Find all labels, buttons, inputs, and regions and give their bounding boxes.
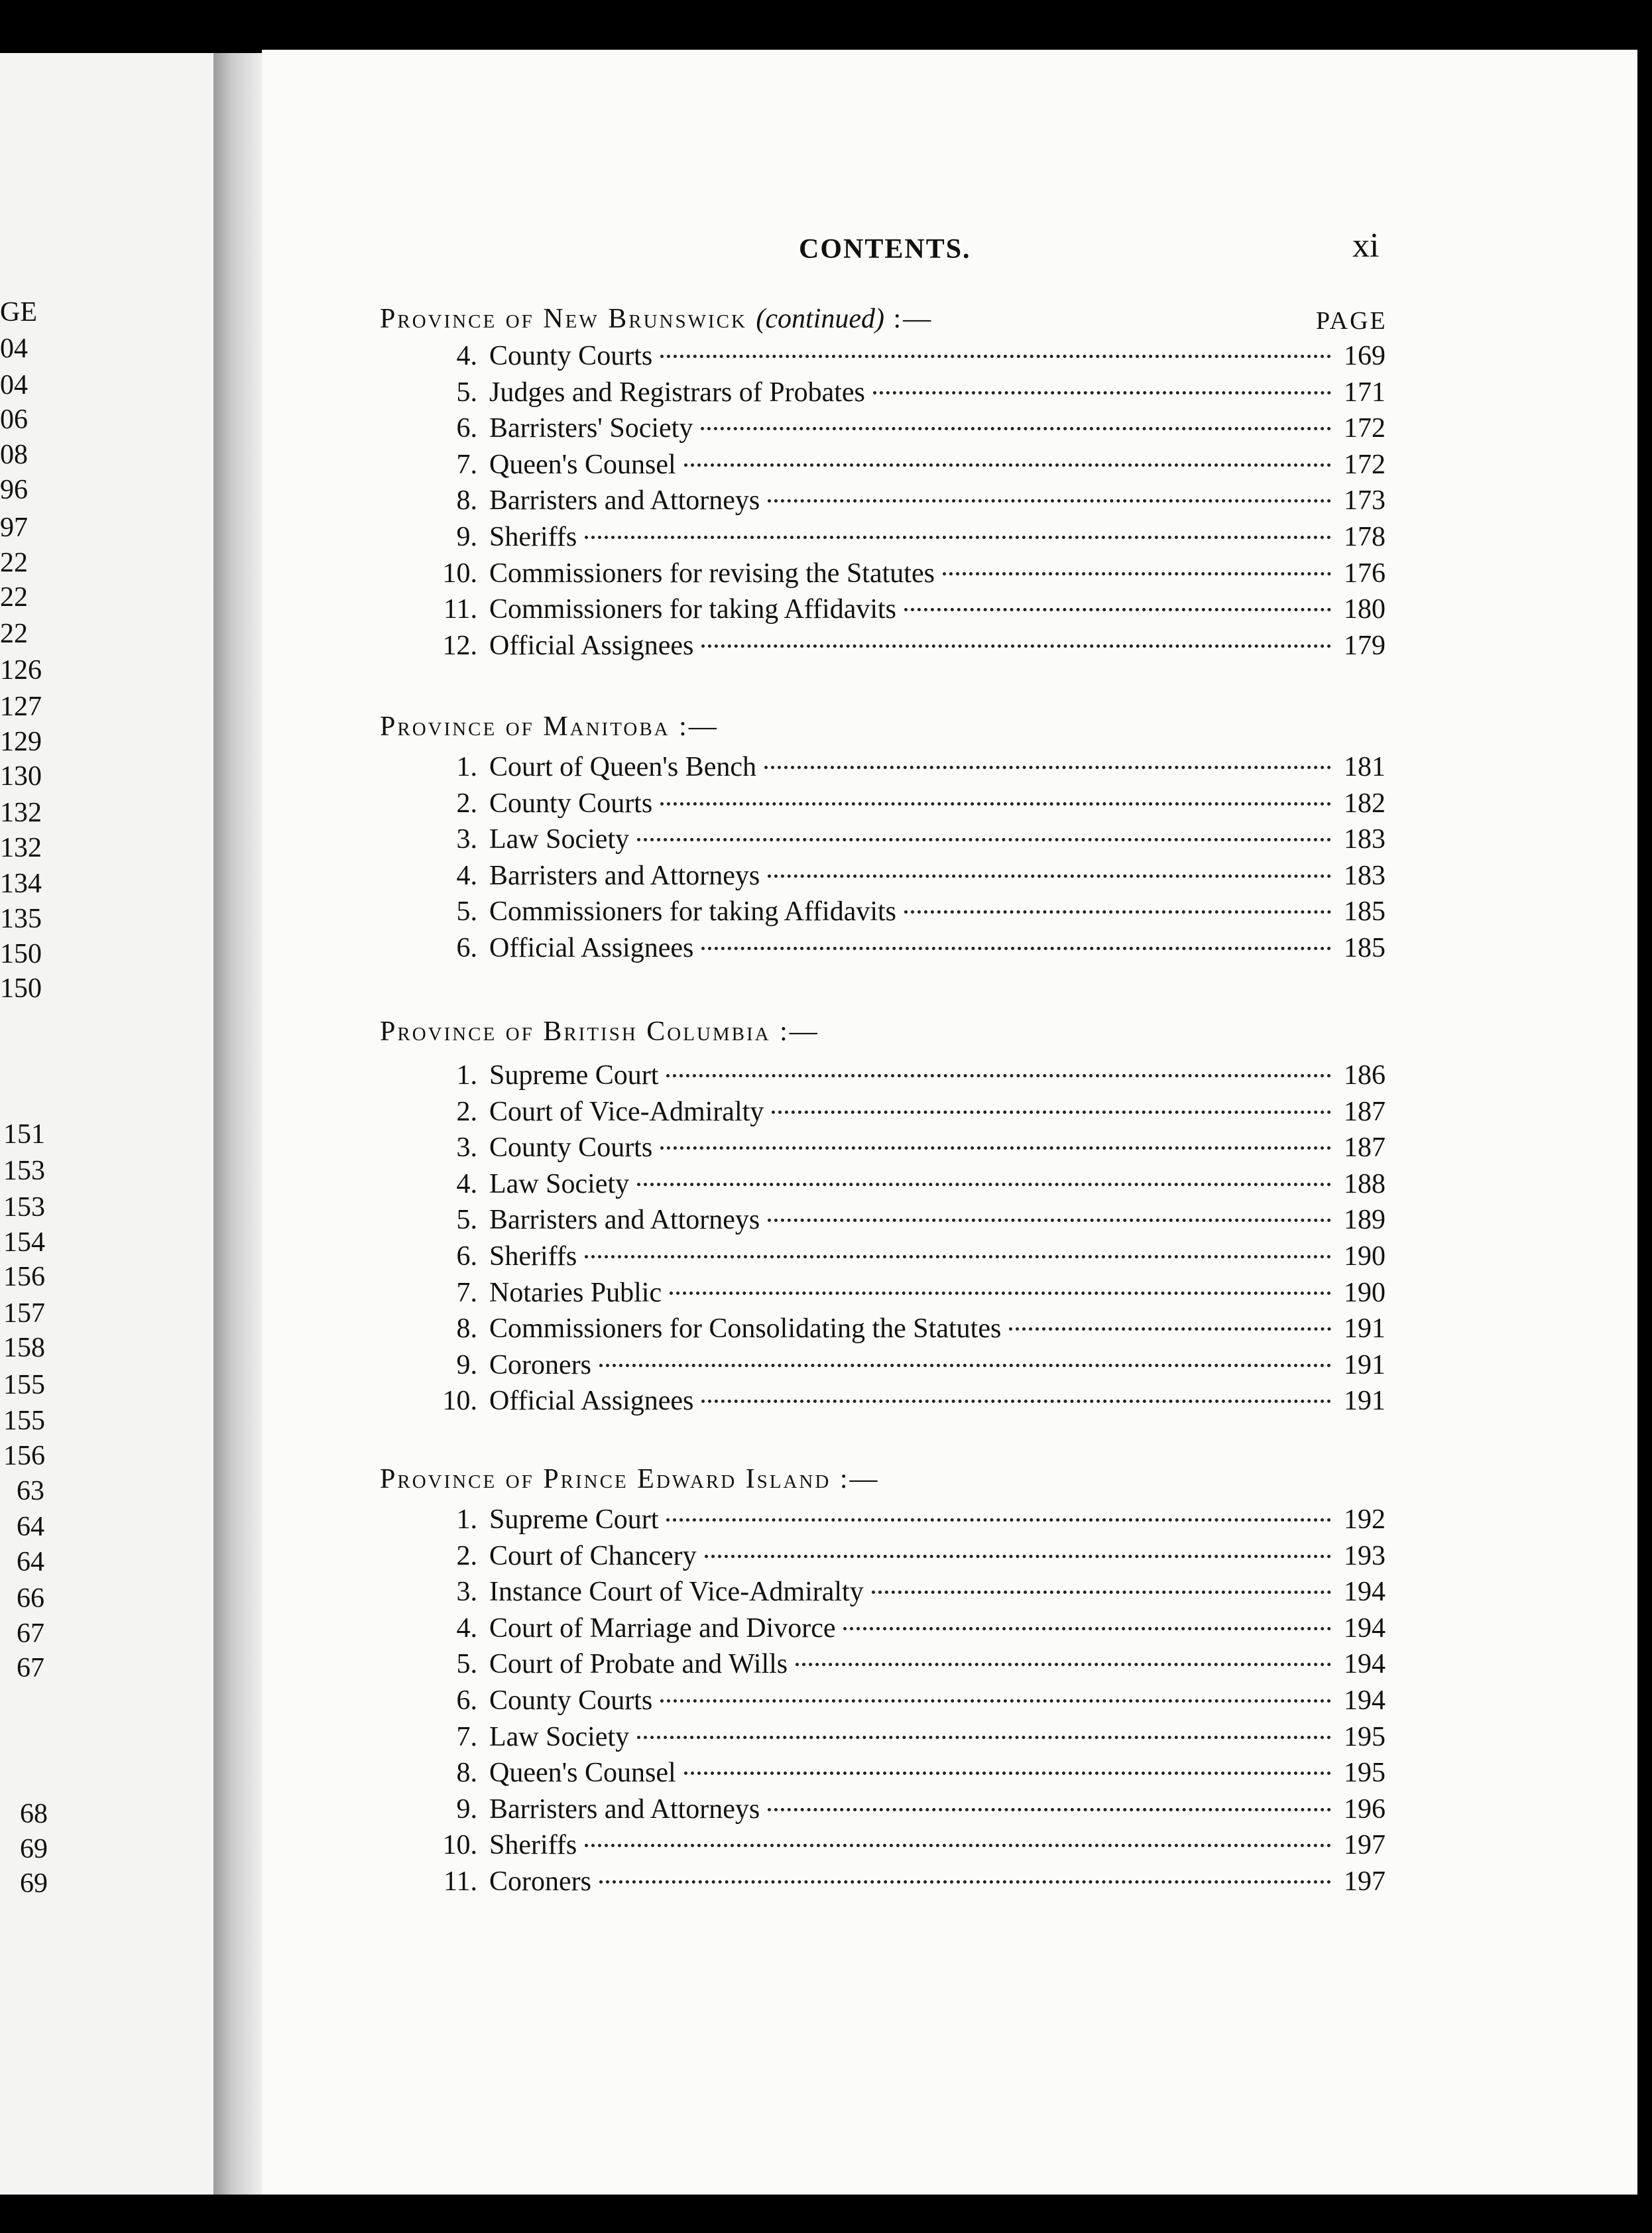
toc-entry[interactable] bbox=[424, 1311, 1386, 1347]
entry-title: Commissioners for taking Affidavits bbox=[489, 594, 897, 625]
previous-page-number: 69 bbox=[20, 1868, 48, 1899]
dot-leader bbox=[701, 427, 1331, 430]
entry-title: Sheriffs bbox=[489, 1830, 577, 1860]
previous-page-number: 156 bbox=[3, 1441, 45, 1471]
entry-title: Commissioners for Consolidating the Statutes bbox=[489, 1313, 1002, 1344]
entry-page-number: 194 bbox=[1344, 1577, 1386, 1607]
entry-number: 6. bbox=[456, 1241, 477, 1272]
dot-leader bbox=[637, 1736, 1331, 1739]
dot-leader bbox=[599, 1880, 1331, 1884]
entry-page-number: 194 bbox=[1344, 1613, 1386, 1644]
entry-title: Official Assignees bbox=[489, 933, 694, 963]
previous-page-number: 22 bbox=[0, 619, 28, 649]
dot-leader bbox=[1009, 1327, 1331, 1331]
entry-number: 11. bbox=[443, 594, 477, 625]
toc-entry[interactable] bbox=[424, 1827, 1386, 1863]
entry-page-number: 193 bbox=[1344, 1541, 1386, 1571]
entry-page-number: 185 bbox=[1344, 896, 1386, 927]
toc-entry[interactable] bbox=[424, 1791, 1386, 1827]
dot-leader bbox=[772, 1111, 1331, 1114]
previous-page-number: 156 bbox=[3, 1262, 45, 1292]
entry-page-number: 183 bbox=[1344, 861, 1386, 891]
entry-title: Queen's Counsel bbox=[489, 1758, 676, 1788]
entry-number: 3. bbox=[456, 1132, 477, 1163]
dot-leader bbox=[670, 1292, 1331, 1295]
entry-title: County Courts bbox=[489, 788, 653, 819]
dot-leader bbox=[705, 1555, 1331, 1558]
previous-page-number: 126 bbox=[0, 655, 42, 686]
entry-title: Notaries Public bbox=[489, 1278, 662, 1308]
entry-page-number: 192 bbox=[1344, 1504, 1386, 1535]
toc-entry[interactable] bbox=[424, 1202, 1386, 1238]
previous-page-number: 97 bbox=[0, 513, 28, 543]
entry-number: 10. bbox=[442, 1386, 477, 1416]
toc-entry[interactable] bbox=[424, 1719, 1386, 1755]
dot-leader bbox=[701, 644, 1331, 648]
toc-entry[interactable] bbox=[424, 1574, 1386, 1610]
page-number-roman: xi bbox=[1352, 227, 1380, 265]
entry-number: 5. bbox=[456, 1649, 477, 1679]
entry-title: Queen's Counsel bbox=[489, 450, 676, 480]
entry-number: 2. bbox=[456, 1541, 477, 1571]
previous-page-number: 96 bbox=[0, 475, 28, 505]
previous-page-number: 132 bbox=[0, 798, 42, 828]
toc-entry[interactable] bbox=[424, 1864, 1386, 1900]
previous-page-number: 06 bbox=[0, 404, 28, 435]
toc-entry[interactable] bbox=[424, 1057, 1386, 1093]
toc-entry[interactable] bbox=[424, 1610, 1386, 1646]
dot-leader bbox=[904, 608, 1331, 611]
dot-leader bbox=[637, 838, 1331, 841]
dot-leader bbox=[666, 1074, 1331, 1077]
dot-leader bbox=[660, 1146, 1331, 1150]
toc-entry[interactable] bbox=[424, 894, 1386, 930]
entry-title: Sheriffs bbox=[489, 522, 577, 552]
dot-leader bbox=[701, 947, 1331, 950]
entry-title: Judges and Registrars of Probates bbox=[489, 377, 865, 408]
toc-entry[interactable] bbox=[424, 1130, 1386, 1166]
toc-entry[interactable] bbox=[424, 749, 1386, 785]
entry-number: 6. bbox=[456, 413, 477, 444]
entry-title: Barristers and Attorneys bbox=[489, 861, 760, 891]
entry-page-number: 196 bbox=[1344, 1794, 1386, 1825]
entry-page-number: 179 bbox=[1344, 631, 1386, 661]
dot-leader bbox=[585, 1844, 1331, 1847]
dot-leader bbox=[943, 572, 1331, 575]
previous-page-number: GE bbox=[0, 297, 37, 328]
entry-number: 4. bbox=[456, 341, 477, 371]
entry-page-number: 190 bbox=[1344, 1278, 1386, 1308]
entry-number: 7. bbox=[456, 450, 477, 480]
entry-title: Supreme Court bbox=[489, 1504, 659, 1535]
dot-leader bbox=[684, 463, 1331, 467]
dot-leader bbox=[768, 1219, 1331, 1222]
previous-page-number: 153 bbox=[3, 1156, 45, 1186]
toc-entry[interactable] bbox=[424, 786, 1386, 821]
toc-entry[interactable] bbox=[424, 1755, 1386, 1791]
dot-leader bbox=[796, 1663, 1331, 1666]
previous-page-number: 08 bbox=[0, 440, 28, 470]
entry-number: 5. bbox=[456, 377, 477, 408]
entry-page-number: 173 bbox=[1344, 485, 1386, 516]
entry-number: 9. bbox=[456, 1350, 477, 1380]
entry-page-number: 182 bbox=[1344, 788, 1386, 819]
toc-entry[interactable] bbox=[424, 1683, 1386, 1719]
previous-page-number: 127 bbox=[0, 692, 42, 722]
entry-title: County Courts bbox=[489, 1132, 653, 1163]
dot-leader bbox=[666, 1518, 1331, 1522]
previous-page-number: 63 bbox=[17, 1476, 44, 1506]
entry-number: 9. bbox=[456, 1794, 477, 1825]
toc-entry[interactable] bbox=[424, 1646, 1386, 1682]
entry-title: Commissioners for revising the Statutes bbox=[489, 558, 935, 589]
entry-page-number: 187 bbox=[1344, 1132, 1386, 1163]
entry-title: Court of Queen's Bench bbox=[489, 752, 756, 782]
entry-page-number: 197 bbox=[1344, 1866, 1386, 1897]
previous-page-number: 151 bbox=[3, 1119, 45, 1150]
entry-number: 12. bbox=[442, 631, 477, 661]
entry-page-number: 189 bbox=[1344, 1205, 1386, 1235]
entry-page-number: 180 bbox=[1344, 594, 1386, 625]
dot-leader bbox=[873, 391, 1331, 394]
entry-number: 11. bbox=[443, 1866, 477, 1897]
entry-page-number: 172 bbox=[1344, 413, 1386, 444]
toc-entry[interactable] bbox=[424, 519, 1386, 555]
dot-leader bbox=[660, 1699, 1331, 1703]
entry-title: Official Assignees bbox=[489, 1386, 694, 1416]
previous-page-number: 154 bbox=[3, 1227, 45, 1258]
entry-number: 5. bbox=[456, 1205, 477, 1235]
entry-number: 2. bbox=[456, 1097, 477, 1127]
toc-entry[interactable] bbox=[424, 1275, 1386, 1311]
previous-page-number: 64 bbox=[17, 1547, 44, 1577]
previous-page-number: 04 bbox=[0, 333, 28, 364]
previous-page-number: 150 bbox=[0, 973, 42, 1004]
entry-title: Barristers and Attorneys bbox=[489, 485, 760, 516]
entry-number: 9. bbox=[456, 522, 477, 552]
entry-page-number: 195 bbox=[1344, 1722, 1386, 1752]
entry-title: Court of Probate and Wills bbox=[489, 1649, 788, 1679]
entry-page-number: 186 bbox=[1344, 1060, 1386, 1091]
dot-leader bbox=[660, 355, 1331, 358]
entry-title: County Courts bbox=[489, 341, 653, 371]
dot-leader bbox=[768, 875, 1331, 878]
section-heading: Province of Prince Edward Island :— bbox=[380, 1464, 880, 1494]
toc-entry[interactable] bbox=[424, 375, 1386, 410]
entry-number: 7. bbox=[456, 1722, 477, 1752]
entry-number: 8. bbox=[456, 1313, 477, 1344]
previous-page-number: 155 bbox=[3, 1370, 45, 1400]
entry-number: 4. bbox=[456, 861, 477, 891]
toc-entry[interactable] bbox=[424, 1383, 1386, 1419]
previous-page-number: 129 bbox=[0, 727, 42, 757]
previous-page-number: 153 bbox=[3, 1192, 45, 1223]
entry-page-number: 190 bbox=[1344, 1241, 1386, 1272]
entry-title: Court of Chancery bbox=[489, 1541, 697, 1571]
previous-page-number: 67 bbox=[17, 1618, 44, 1649]
previous-page-number: 04 bbox=[0, 370, 28, 400]
entry-page-number: 187 bbox=[1344, 1097, 1386, 1127]
entry-page-number: 169 bbox=[1344, 341, 1386, 371]
toc-entry[interactable] bbox=[424, 1094, 1386, 1130]
entry-number: 5. bbox=[456, 896, 477, 927]
entry-page-number: 194 bbox=[1344, 1649, 1386, 1679]
entry-page-number: 176 bbox=[1344, 558, 1386, 589]
entry-number: 8. bbox=[456, 485, 477, 516]
entry-page-number: 188 bbox=[1344, 1169, 1386, 1199]
toc-entry[interactable] bbox=[424, 930, 1386, 966]
entry-title: Law Society bbox=[489, 1722, 630, 1752]
section-heading: Province of Manitoba :— bbox=[380, 711, 719, 742]
previous-page-number: 22 bbox=[0, 548, 28, 578]
entry-title: Supreme Court bbox=[489, 1060, 659, 1091]
page-column-label: PAGE bbox=[1316, 307, 1387, 335]
entry-page-number: 194 bbox=[1344, 1685, 1386, 1716]
previous-page-number: 157 bbox=[3, 1298, 45, 1329]
entry-title: Court of Vice-Admiralty bbox=[489, 1097, 764, 1127]
entry-page-number: 191 bbox=[1344, 1313, 1386, 1344]
previous-page-number: 132 bbox=[0, 833, 42, 863]
dot-leader bbox=[585, 536, 1331, 539]
entry-page-number: 185 bbox=[1344, 933, 1386, 963]
toc-entry[interactable] bbox=[424, 821, 1386, 857]
entry-page-number: 178 bbox=[1344, 522, 1386, 552]
page-title: CONTENTS. bbox=[799, 234, 971, 265]
previous-page-number: 158 bbox=[3, 1333, 45, 1363]
previous-page-number: 66 bbox=[17, 1583, 44, 1614]
previous-page-number: 130 bbox=[0, 761, 42, 792]
entry-title: Barristers' Society bbox=[489, 413, 693, 444]
previous-page-number: 150 bbox=[0, 939, 42, 969]
toc-entry[interactable] bbox=[424, 556, 1386, 591]
previous-page-number: 155 bbox=[3, 1406, 45, 1436]
entry-page-number: 172 bbox=[1344, 450, 1386, 480]
entry-title: County Courts bbox=[489, 1685, 653, 1716]
previous-page-number: 68 bbox=[20, 1799, 48, 1829]
entry-number: 10. bbox=[442, 1830, 477, 1860]
dot-leader bbox=[872, 1591, 1331, 1594]
entry-title: Barristers and Attorneys bbox=[489, 1794, 760, 1825]
previous-page-number: 134 bbox=[0, 869, 42, 899]
previous-page-number: 22 bbox=[0, 582, 28, 613]
dot-leader bbox=[768, 499, 1331, 503]
dot-leader bbox=[768, 1808, 1331, 1811]
entry-number: 1. bbox=[456, 752, 477, 782]
entry-page-number: 183 bbox=[1344, 824, 1386, 855]
dot-leader bbox=[904, 910, 1331, 914]
section-heading: Province of New Brunswick (continued) :— bbox=[380, 304, 933, 334]
entry-page-number: 171 bbox=[1344, 377, 1386, 408]
entry-title: Law Society bbox=[489, 1169, 630, 1199]
dot-leader bbox=[637, 1183, 1331, 1186]
section-heading: Province of British Columbia :— bbox=[380, 1016, 819, 1047]
entry-number: 6. bbox=[456, 1685, 477, 1716]
entry-number: 1. bbox=[456, 1060, 477, 1091]
previous-page-number: 67 bbox=[17, 1653, 44, 1683]
entry-page-number: 191 bbox=[1344, 1386, 1386, 1416]
entry-title: Commissioners for taking Affidavits bbox=[489, 896, 897, 927]
entry-number: 1. bbox=[456, 1504, 477, 1535]
dot-leader bbox=[660, 802, 1331, 806]
entry-number: 3. bbox=[456, 1577, 477, 1607]
toc-entry[interactable] bbox=[424, 1166, 1386, 1202]
previous-page-number: 64 bbox=[17, 1512, 44, 1542]
entry-number: 6. bbox=[456, 933, 477, 963]
dot-leader bbox=[585, 1255, 1331, 1258]
entry-number: 8. bbox=[456, 1758, 477, 1788]
entry-title: Official Assignees bbox=[489, 631, 694, 661]
dot-leader bbox=[843, 1627, 1331, 1630]
entry-number: 4. bbox=[456, 1613, 477, 1644]
entry-page-number: 191 bbox=[1344, 1350, 1386, 1380]
toc-entry[interactable] bbox=[424, 483, 1386, 518]
entry-number: 10. bbox=[442, 558, 477, 589]
entry-page-number: 197 bbox=[1344, 1830, 1386, 1860]
toc-entry[interactable] bbox=[424, 628, 1386, 664]
dot-leader bbox=[764, 766, 1331, 769]
toc-entry[interactable] bbox=[424, 338, 1386, 374]
dot-leader bbox=[599, 1364, 1331, 1367]
toc-entry[interactable] bbox=[424, 1238, 1386, 1274]
toc-entry[interactable] bbox=[424, 591, 1386, 627]
entry-number: 4. bbox=[456, 1169, 477, 1199]
dot-leader bbox=[701, 1400, 1331, 1403]
entry-number: 3. bbox=[456, 824, 477, 855]
entry-title: Law Society bbox=[489, 824, 630, 855]
toc-entry[interactable] bbox=[424, 447, 1386, 483]
toc-entry[interactable] bbox=[424, 1538, 1386, 1574]
entry-page-number: 195 bbox=[1344, 1758, 1386, 1788]
toc-entry[interactable] bbox=[424, 1502, 1386, 1538]
entry-title: Sheriffs bbox=[489, 1241, 577, 1272]
entry-title: Instance Court of Vice-Admiralty bbox=[489, 1577, 864, 1607]
dot-leader bbox=[684, 1772, 1331, 1775]
toc-entry[interactable] bbox=[424, 1347, 1386, 1383]
previous-page-number: 69 bbox=[20, 1834, 48, 1864]
toc-entry[interactable] bbox=[424, 410, 1386, 446]
entry-title: Coroners bbox=[489, 1866, 591, 1897]
entry-title: Barristers and Attorneys bbox=[489, 1205, 760, 1235]
entry-title: Coroners bbox=[489, 1350, 591, 1380]
entry-title: Court of Marriage and Divorce bbox=[489, 1613, 836, 1644]
entry-page-number: 181 bbox=[1344, 752, 1386, 782]
entry-number: 2. bbox=[456, 788, 477, 819]
toc-entry[interactable] bbox=[424, 858, 1386, 894]
previous-page-number: 135 bbox=[0, 904, 42, 934]
entry-number: 7. bbox=[456, 1278, 477, 1308]
